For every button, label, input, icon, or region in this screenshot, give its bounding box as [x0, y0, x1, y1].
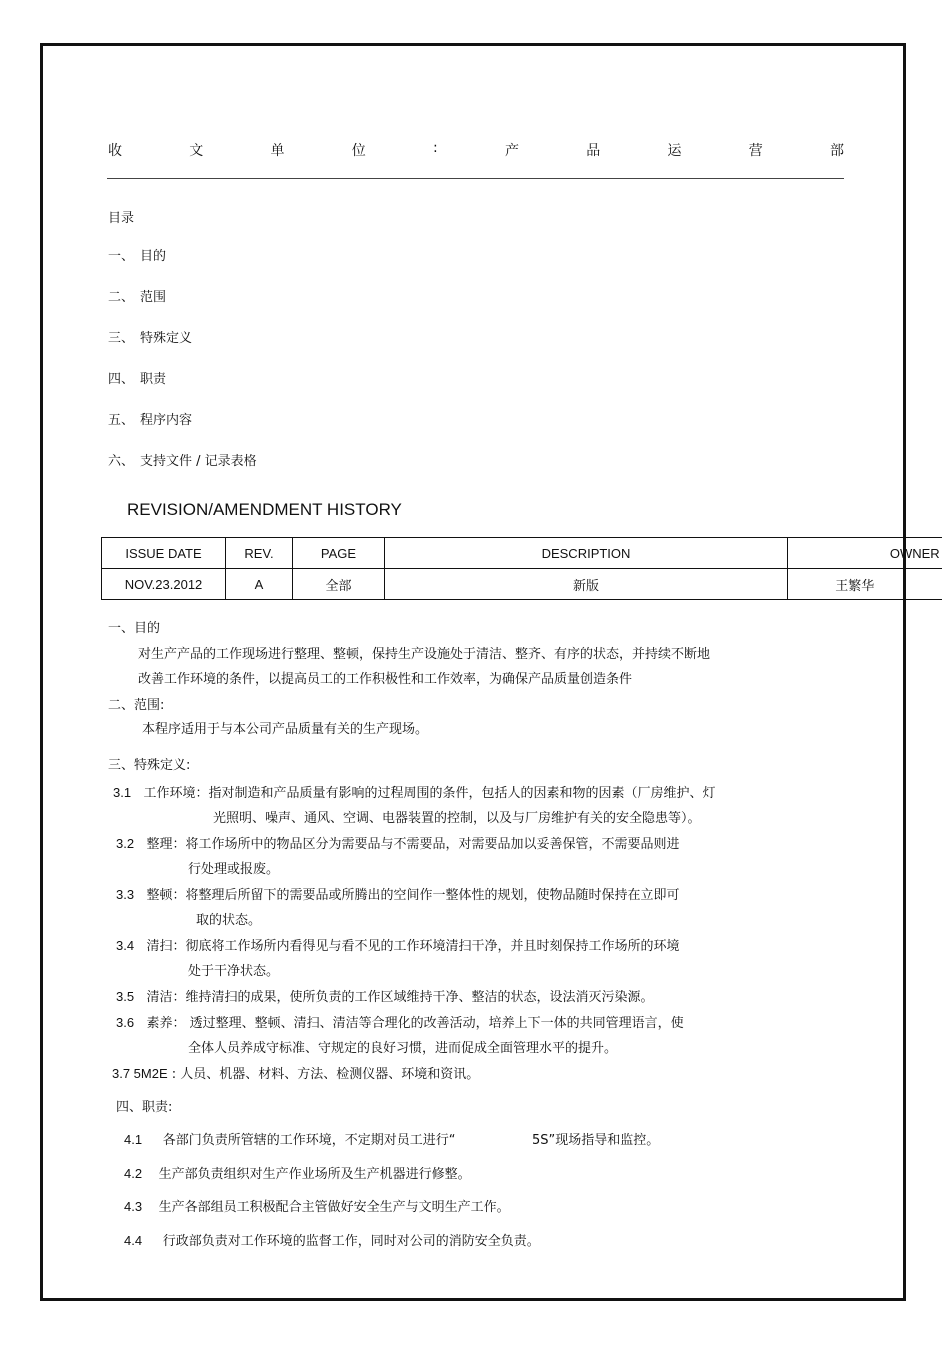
responsibility-text: 行政部负责对工作环境的监督工作，同时对公司的消防安全负责。 [162, 1234, 540, 1249]
responsibility-number: 4.4 [124, 1233, 143, 1248]
header-char: 营 [748, 143, 763, 159]
responsibility-item [124, 1230, 540, 1249]
definition-text: 素养： 透过整理、整顿、清扫、清洁等合理化的改善活动，培养上下一体的共同管理语言，使 [146, 1016, 684, 1031]
definition-item [113, 782, 716, 801]
toc-item-label: 程序内容 [140, 413, 193, 428]
definition-item [116, 935, 680, 954]
responsibility-number: 4.2 [124, 1166, 143, 1181]
definition-text: 工作环境：指对制造和产品质量有影响的过程周围的条件，包括人的因素和物的因素（厂房维护、灯 [143, 786, 716, 801]
header-char: 部 [829, 143, 844, 159]
responsibility-text-tail [532, 1129, 659, 1148]
definition-number: 3.2 [116, 836, 135, 851]
header-char: 收 [108, 143, 122, 159]
revision-history-title: REVISION/AMENDMENT HISTORY [127, 500, 402, 519]
table-cell: A [226, 569, 293, 600]
responsibility-number: 4.1 [124, 1132, 143, 1147]
toc-item [108, 245, 166, 264]
responsibility-text: 生产部负责组织对生产作业场所及生产机器进行修整。 [158, 1167, 471, 1182]
column-header: OWNER [788, 538, 942, 569]
header-divider [107, 178, 844, 179]
column-header: DESCRIPTION [385, 538, 788, 569]
table-cell: 王繁华 [788, 569, 942, 600]
toc-item-num: 四、 [108, 372, 135, 387]
definition-number: 3.1 [113, 785, 132, 800]
responsibility-item [124, 1129, 456, 1148]
section-scope-title: 二、范围: [108, 698, 165, 713]
section-definitions-title: 三、特殊定义: [108, 758, 191, 773]
toc-item-num: 三、 [108, 331, 135, 346]
toc-item-label: 特殊定义 [140, 331, 193, 346]
purpose-text-line: 对生产产品的工作现场进行整理、整顿，保持生产设施处于清洁、整齐、有序的状态，并持续不断地 [138, 647, 711, 662]
definition-number: 3.5 [116, 989, 135, 1004]
revision-history-table [101, 537, 942, 600]
definition-continuation: 取的状态。 [196, 913, 262, 928]
definition-text: 整理：将工作场所中的物品区分为需要品与不需要品，对需要品加以妥善保管，不需要品则进 [146, 837, 680, 852]
toc-item-label: 目的 [140, 249, 167, 264]
definition-continuation: 行处理或报废。 [188, 862, 280, 877]
definition-text: 整顿：将整理后所留下的需要品或所腾出的空间作一整体性的规划，使物品随时保持在立即可 [146, 888, 680, 903]
toc-item-label: 范围 [140, 290, 167, 305]
header-char: 单 [270, 143, 285, 159]
definition-item [116, 1012, 684, 1031]
toc-item-num: 六、 [108, 454, 135, 469]
definition-continuation: 全体人员养成守标准、守规定的良好习惯，进而促成全面管理水平的提升。 [188, 1041, 618, 1056]
column-header: REV. [226, 538, 293, 569]
header-char: : [433, 140, 438, 156]
definition-number: 3.3 [116, 887, 135, 902]
receiving-unit-header [108, 140, 844, 162]
header-char: 品 [586, 143, 601, 159]
table-header-row [102, 538, 942, 569]
responsibility-item [124, 1163, 471, 1182]
toc-title: 目录 [108, 211, 135, 226]
toc-item [108, 286, 166, 305]
definition-item [112, 1063, 479, 1082]
definition-number: 3.6 [116, 1015, 135, 1030]
scope-text-line: 本程序适用于与本公司产品质量有关的生产现场。 [142, 722, 429, 737]
header-char: 文 [189, 143, 204, 159]
definition-item [116, 833, 680, 852]
definition-text: 清洁：维持清扫的成果，使所负责的工作区域维持干净、整洁的状态，设法消灭污染源。 [146, 990, 654, 1005]
header-char: 位 [351, 143, 366, 159]
toc-item-num: 一、 [108, 249, 135, 264]
responsibility-text: 5S”现场指导和监控。 [532, 1133, 660, 1148]
column-header: ISSUE DATE [102, 538, 226, 569]
responsibility-text: 生产各部组员工积极配合主管做好安全生产与文明生产工作。 [158, 1200, 510, 1215]
definition-text: 清扫：彻底将工作场所内看得见与看不见的工作环境清扫干净，并且时刻保持工作场所的环境 [146, 939, 680, 954]
definition-item [116, 884, 680, 903]
purpose-text-line: 改善工作环境的条件，以提高员工的工作积极性和工作效率，为确保产品质量创造条件 [138, 672, 633, 687]
responsibility-text: 各部门负责所管辖的工作环境，不定期对员工进行“ [162, 1133, 456, 1148]
toc-item-num: 二、 [108, 290, 135, 305]
definition-continuation: 处于干净状态。 [188, 964, 280, 979]
toc-item [108, 409, 192, 428]
responsibility-item [124, 1196, 510, 1215]
section-purpose-title: 一、目的 [108, 621, 161, 636]
responsibility-number: 4.3 [124, 1199, 143, 1214]
definition-number: 3.7 5M2E [112, 1066, 168, 1081]
definition-continuation: 光照明、噪声、通风、空调、电器装置的控制，以及与厂房维护有关的安全隐患等）。 [213, 811, 701, 826]
column-header: PAGE [293, 538, 385, 569]
definition-number: 3.4 [116, 938, 135, 953]
toc-item [108, 368, 166, 387]
section-responsibilities-title: 四、职责: [116, 1100, 173, 1115]
table-cell: NOV.23.2012 [102, 569, 226, 600]
toc-item [108, 327, 192, 346]
toc-item-num: 五、 [108, 413, 135, 428]
definition-text: : 人员、机器、材料、方法、检测仪器、环境和资讯。 [171, 1067, 480, 1082]
table-cell: 新版 [385, 569, 788, 600]
table-row [102, 569, 942, 600]
toc-item-label: 支持文件 / 记录表格 [140, 454, 257, 469]
definition-item [116, 986, 654, 1005]
table-cell: 全部 [293, 569, 385, 600]
toc-item-label: 职责 [140, 372, 167, 387]
header-char: 运 [667, 143, 682, 159]
header-char: 产 [504, 143, 519, 159]
toc-item [108, 450, 257, 469]
